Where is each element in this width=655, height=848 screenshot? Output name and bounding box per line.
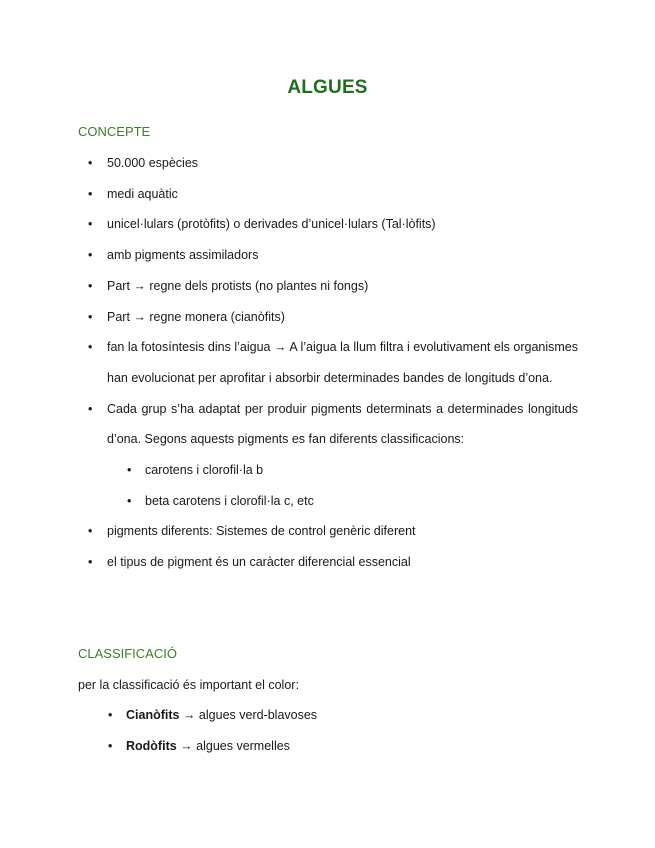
bullet-icon: • bbox=[88, 401, 93, 416]
list-item-text: Part → regne dels protists (no plantes ni fongs) bbox=[107, 278, 369, 293]
list-item bbox=[78, 516, 578, 547]
sublist-item bbox=[107, 486, 578, 517]
list-item-text: unicel·lulars (protòfits) o derivades d’unicel·lulars (Tal·lòfits) bbox=[107, 217, 436, 232]
sublist-item-text: carotens i clorofil·la b bbox=[145, 463, 264, 478]
bullet-icon: • bbox=[127, 463, 132, 478]
term-description: → algues verd-blavoses bbox=[179, 708, 318, 722]
term-rodofits: Rodòfits bbox=[126, 739, 177, 753]
list-item-text: Cada grup s’ha adaptat per produir pigments determinats a determinades longituds d’ona. Segons aquests pigments es fan diferents classificacions: bbox=[107, 401, 578, 447]
list-item bbox=[78, 731, 317, 762]
term-cianofits: Cianòfits bbox=[126, 708, 180, 722]
list-item bbox=[78, 271, 578, 302]
bullet-icon: • bbox=[127, 493, 132, 508]
bullet-icon: • bbox=[88, 340, 93, 355]
bullet-icon: • bbox=[88, 217, 93, 232]
bullet-icon: • bbox=[88, 186, 93, 201]
list-item-text: el tipus de pigment és un caràcter diferencial essencial bbox=[107, 555, 411, 570]
list-item bbox=[78, 148, 578, 179]
section-heading-classificacio: CLASSIFICACIÓ bbox=[78, 646, 177, 661]
list-item-text: pigments diferents: Sistemes de control genèric diferent bbox=[107, 524, 416, 539]
bullet-icon: • bbox=[108, 739, 113, 753]
list-item-text: 50.000 espècies bbox=[107, 156, 199, 170]
bullet-icon: • bbox=[108, 708, 113, 722]
bullet-icon: • bbox=[88, 248, 93, 263]
bullet-icon: • bbox=[88, 524, 93, 539]
section-heading-concepte: CONCEPTE bbox=[78, 124, 151, 139]
list-item-text: amb pigments assimiladors bbox=[107, 248, 259, 263]
list-item bbox=[78, 302, 578, 333]
list-item bbox=[78, 394, 578, 517]
list-item bbox=[78, 179, 578, 210]
bullet-icon: • bbox=[88, 555, 93, 570]
sublist-item-text: beta carotens i clorofil·la c, etc bbox=[145, 493, 314, 508]
list-item bbox=[78, 209, 578, 240]
concepte-list bbox=[78, 148, 578, 578]
classificacio-intro: per la classificació és important el color: bbox=[78, 678, 299, 692]
bullet-icon: • bbox=[88, 278, 93, 293]
sublist-item bbox=[107, 455, 578, 486]
bullet-icon: • bbox=[88, 156, 93, 170]
list-item-text: Part → regne monera (cianòfits) bbox=[107, 309, 285, 324]
list-item bbox=[78, 332, 578, 393]
bullet-icon: • bbox=[88, 309, 93, 324]
term-description: → algues vermelles bbox=[176, 739, 290, 753]
list-item bbox=[78, 700, 317, 731]
list-item-text: fan la fotosíntesis dins l’aigua → A l’aigua la llum filtra i evolutivament els organismes han evolucionat per aprofitar i absorbir determinades bandes de longituds d’ona. bbox=[107, 340, 578, 385]
list-item bbox=[78, 240, 578, 271]
classificacio-list bbox=[78, 700, 317, 762]
list-item-text: medi aquàtic bbox=[107, 186, 178, 201]
pigment-sublist bbox=[107, 455, 578, 516]
list-item bbox=[78, 547, 578, 578]
page-title: ALGUES bbox=[287, 77, 368, 98]
